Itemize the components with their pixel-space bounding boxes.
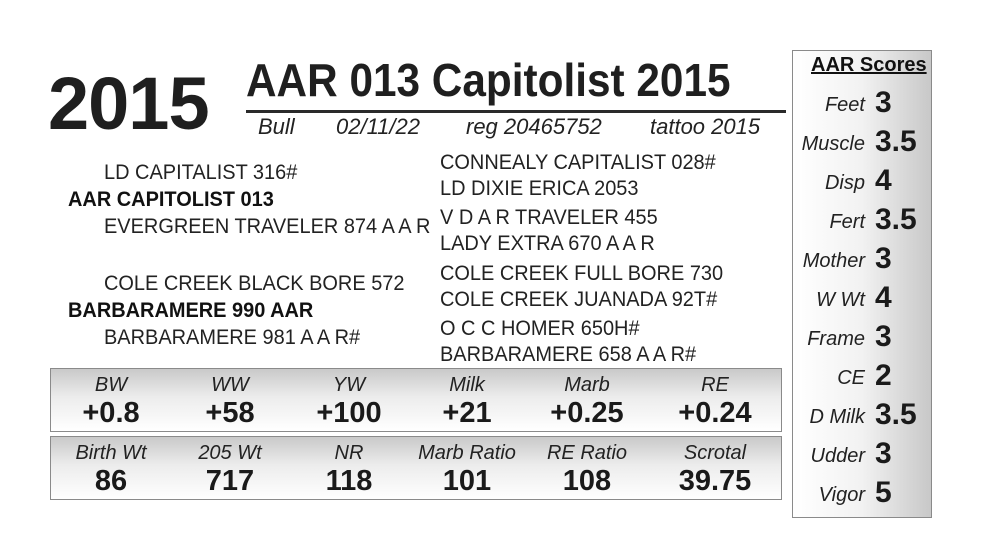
score-value: 4	[875, 164, 892, 197]
aar-scores-panel	[792, 50, 932, 518]
score-value: 4	[875, 281, 892, 314]
actual-re-ratio	[527, 437, 647, 497]
sire-sire-dam: LD DIXIE ERICA 2053	[440, 177, 639, 200]
score-row-udder	[793, 436, 931, 474]
actual-value: 118	[325, 465, 373, 497]
epd-label: BW	[94, 374, 128, 396]
sire: AAR CAPITOLIST 013	[68, 188, 274, 211]
score-value: 3	[875, 437, 892, 470]
actual-birth-wt	[51, 437, 171, 497]
actual-label: Scrotal	[683, 442, 747, 464]
score-row-muscle	[793, 124, 931, 162]
sire-dam-dam: LADY EXTRA 670 A A R	[440, 232, 655, 255]
score-row-disp	[793, 163, 931, 201]
actual-marb-ratio	[407, 437, 527, 497]
actual-value: 101	[442, 465, 492, 497]
actual-label: Birth Wt	[75, 442, 147, 464]
score-name: W Wt	[816, 289, 865, 311]
actuals-panel	[50, 436, 782, 500]
registration-number: reg 20465752	[466, 114, 602, 139]
actual-205-wt	[170, 437, 290, 497]
actual-nr	[289, 437, 409, 497]
dam: BARBARAMERE 990 AAR	[68, 299, 314, 322]
epd-value: +58	[205, 397, 255, 429]
epd-label: WW	[211, 374, 249, 396]
epd-value: +100	[316, 397, 382, 429]
actual-value: 108	[562, 465, 612, 497]
actual-label: 205 Wt	[198, 442, 262, 464]
score-value: 5	[875, 476, 892, 509]
dam-dam-sire: O C C HOMER 650H#	[440, 317, 640, 340]
score-name: Feet	[824, 94, 865, 116]
dam-sire-dam: COLE CREEK JUANADA 92T#	[440, 288, 718, 311]
score-name: Mother	[802, 250, 865, 272]
score-row-ce	[793, 358, 931, 396]
sire-dam: EVERGREEN TRAVELER 874 A A R	[104, 215, 431, 238]
score-name: Fert	[829, 211, 865, 233]
score-row-feet	[793, 85, 931, 123]
actual-label: Marb Ratio	[418, 442, 516, 464]
score-row-fert	[793, 202, 931, 240]
actual-value: 86	[94, 465, 128, 497]
score-name: CE	[837, 367, 865, 389]
epd-milk	[407, 369, 527, 429]
epd-bw	[51, 369, 171, 429]
epd-marb	[527, 369, 647, 429]
aar-scores-title: AAR Scores	[811, 54, 927, 76]
epd-value: +0.24	[678, 397, 752, 429]
sire-sire: LD CAPITALIST 316#	[104, 161, 298, 184]
score-name: Vigor	[818, 484, 865, 506]
epd-label: Marb	[564, 374, 610, 396]
score-value: 3	[875, 242, 892, 275]
dam-sire: COLE CREEK BLACK BORE 572	[104, 272, 405, 295]
epd-label: RE	[701, 374, 729, 396]
score-row-frame	[793, 319, 931, 357]
animal-name-title: AAR 013 Capitolist 2015	[246, 54, 731, 106]
dam-sire-sire: COLE CREEK FULL BORE 730	[440, 262, 724, 285]
sire-sire-sire: CONNEALY CAPITALIST 028#	[440, 151, 716, 174]
epd-value: +21	[442, 397, 492, 429]
score-row-mother	[793, 241, 931, 279]
dam-dam-dam: BARBARAMERE 658 A A R#	[440, 343, 697, 366]
epd-label: Milk	[449, 374, 485, 396]
epd-panel	[50, 368, 782, 432]
score-name: Muscle	[801, 133, 865, 155]
score-row-vigor	[793, 475, 931, 513]
score-name: Disp	[824, 172, 865, 194]
epd-value: +0.25	[550, 397, 624, 429]
score-value: 3	[875, 86, 892, 119]
epd-ww	[170, 369, 290, 429]
score-row-d-milk	[793, 397, 931, 435]
score-name: D Milk	[809, 406, 865, 428]
birth-date: 02/11/22	[336, 114, 421, 139]
score-name: Frame	[807, 328, 865, 350]
score-value: 3.5	[875, 125, 917, 158]
actual-scrotal	[655, 437, 775, 497]
actual-value: 717	[205, 465, 255, 497]
score-row-w-wt	[793, 280, 931, 318]
score-value: 2	[875, 359, 892, 392]
score-name: Udder	[810, 445, 865, 467]
sex-label: Bull	[258, 114, 295, 139]
epd-label: YW	[332, 374, 366, 396]
epd-value: +0.8	[82, 397, 140, 429]
epd-yw	[289, 369, 409, 429]
actual-label: NR	[334, 442, 364, 464]
sire-dam-sire: V D A R TRAVELER 455	[440, 206, 658, 229]
tattoo: tattoo 2015	[650, 114, 761, 139]
score-value: 3.5	[875, 203, 917, 236]
lot-number: 2015	[48, 62, 209, 145]
score-value: 3	[875, 320, 892, 353]
dam-dam: BARBARAMERE 981 A A R#	[104, 326, 361, 349]
actual-value: 39.75	[678, 465, 752, 497]
actual-label: RE Ratio	[546, 442, 628, 464]
score-value: 3.5	[875, 398, 917, 431]
epd-re	[655, 369, 775, 429]
